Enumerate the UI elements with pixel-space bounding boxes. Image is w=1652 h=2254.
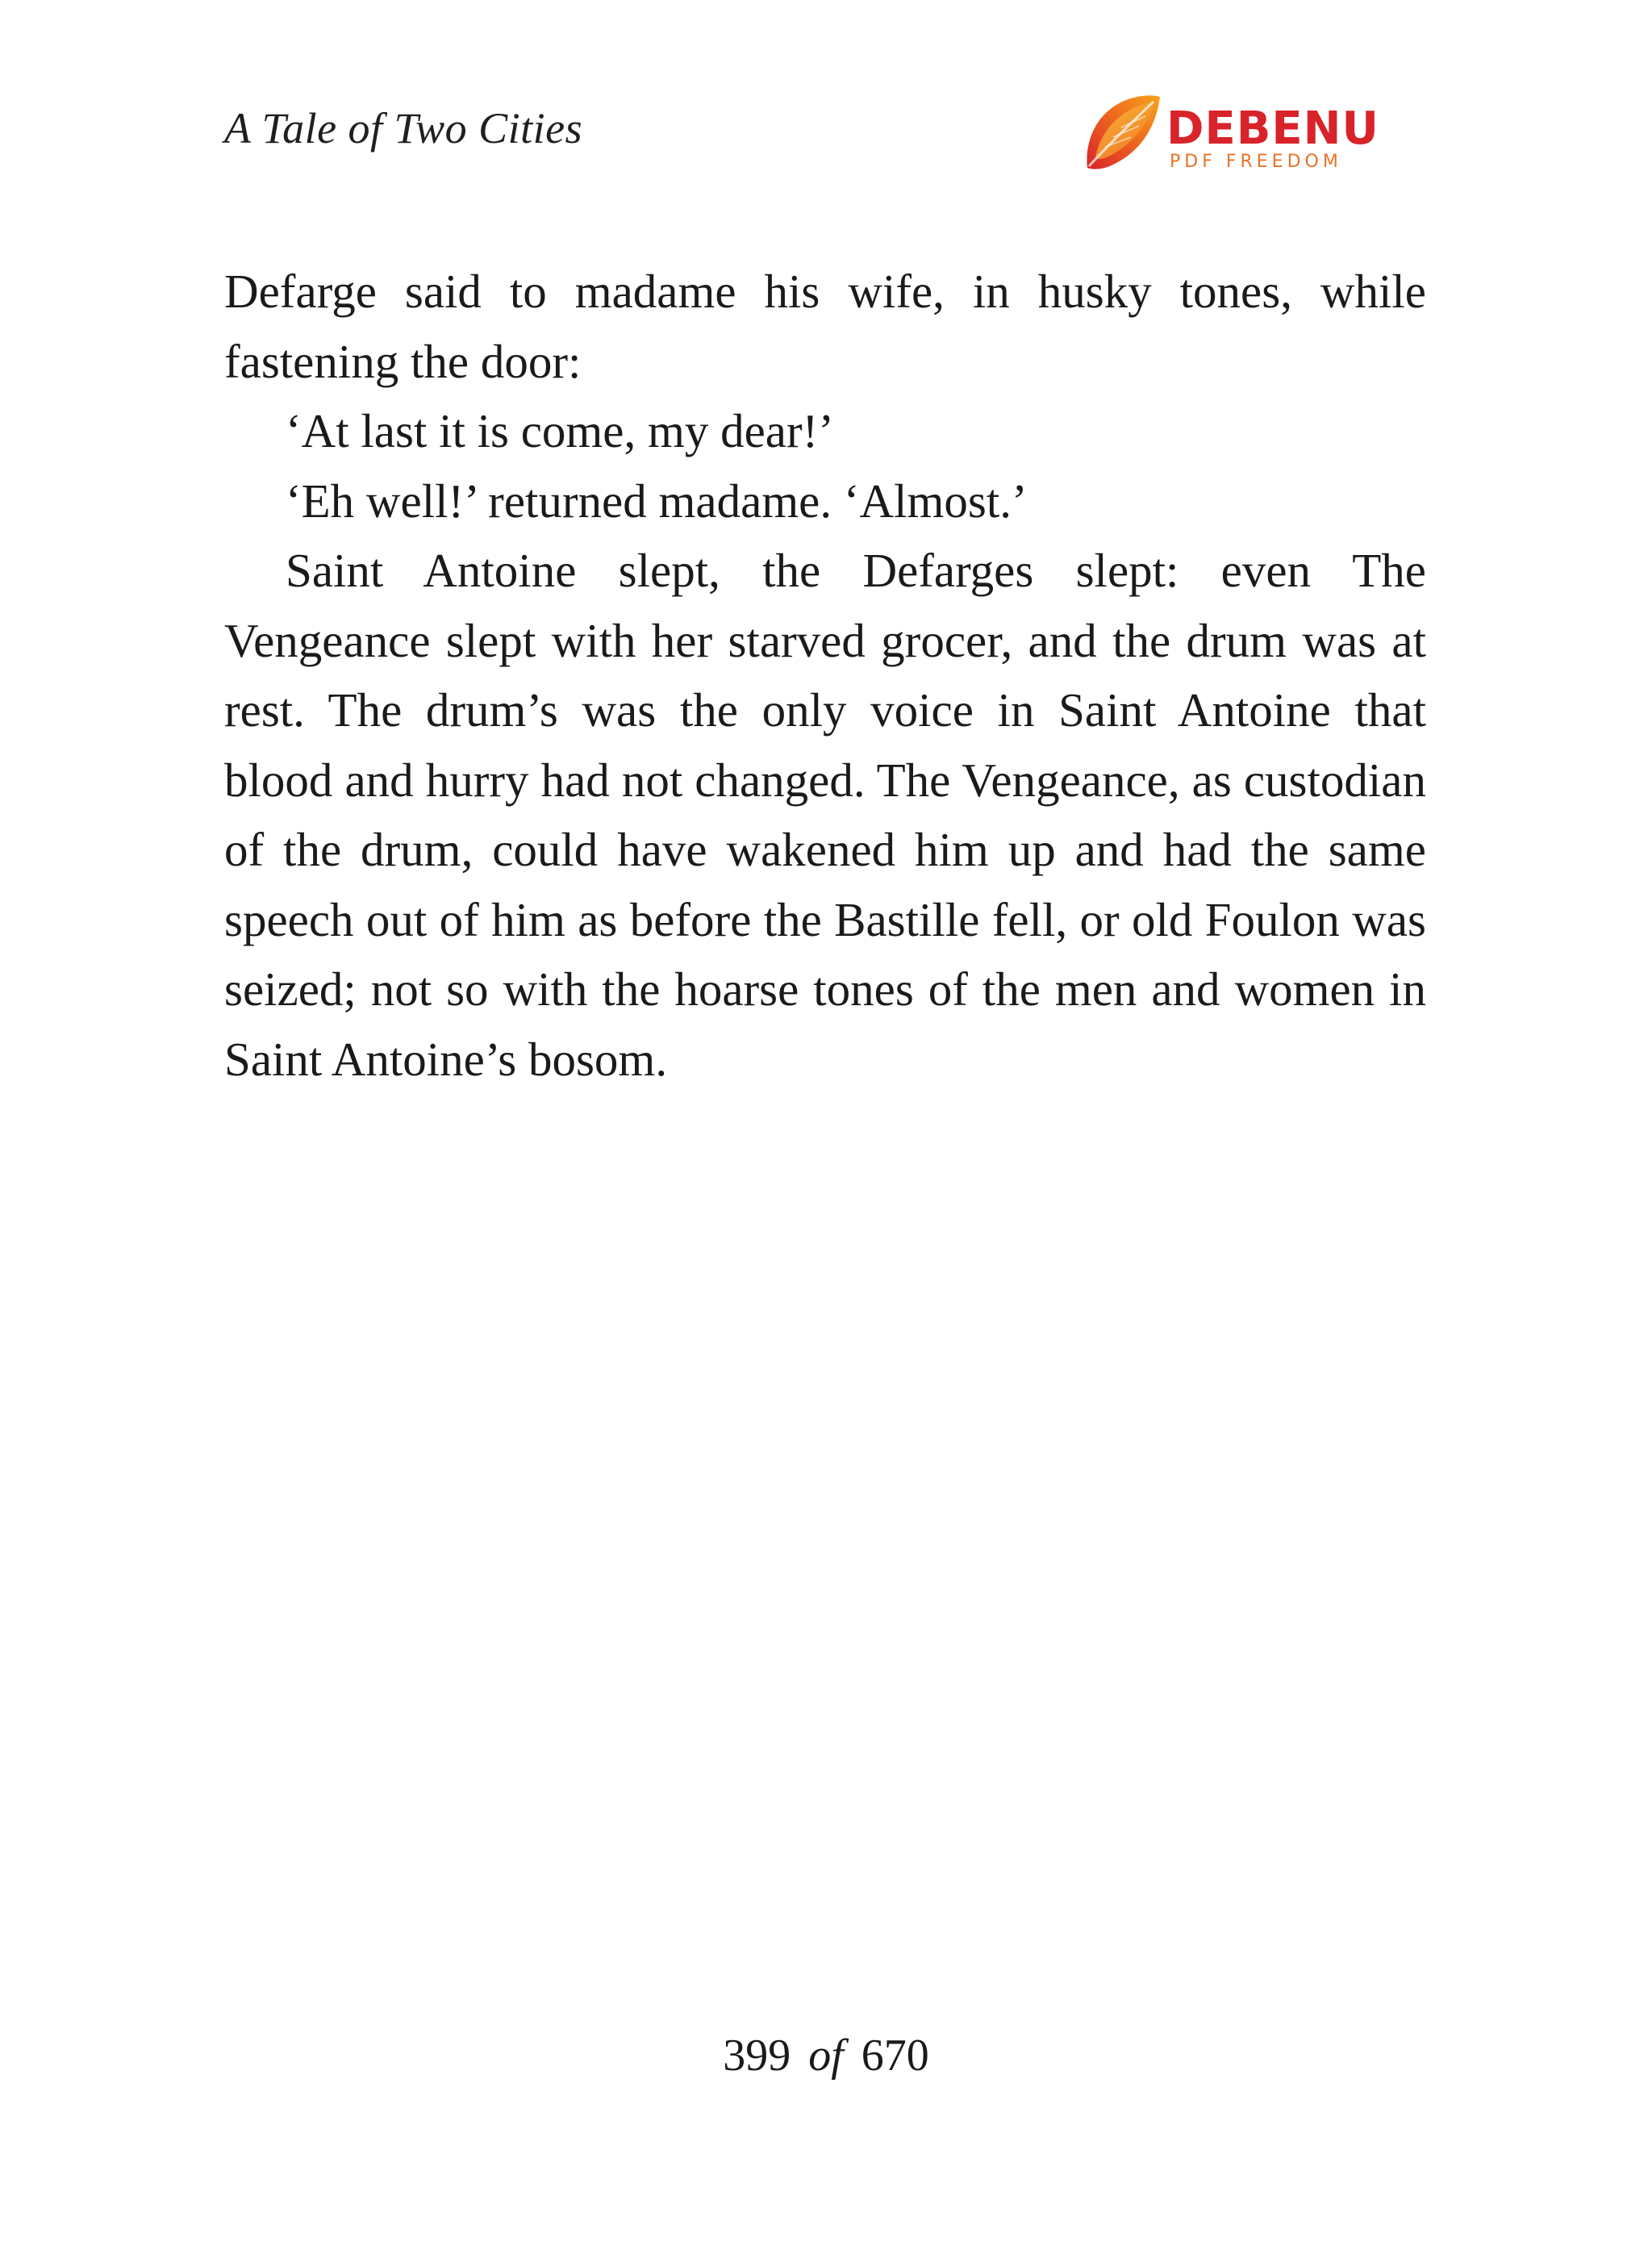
running-title: A Tale of Two Cities bbox=[224, 104, 583, 152]
paragraph: Saint Antoine slept, the Defarges slept: even The Vengeance slept with her starved grocer, and the drum was at rest. The drum’s was the only voice in Saint Antoine that blood and hurry had not changed. The Vengeance, as custodian of the drum, could have wakened him up and had the same speech out of him as before the Bastille fell, or old Foulon was seized; not so with the hoarse tones of the men and women in Saint Antoine’s bosom. bbox=[224, 544, 1426, 1086]
paragraph: ‘Eh well!’ returned madame. ‘Almost.’ bbox=[286, 474, 1028, 528]
logo-wordmark: DEBENU bbox=[1166, 102, 1380, 155]
paragraph: Defarge said to madame his wife, in husky tones, while fastening the door: bbox=[224, 265, 1426, 388]
page-current: 399 bbox=[723, 2031, 791, 2081]
debenu-logo bbox=[1081, 90, 1380, 174]
paragraph: ‘At last it is come, my dear!’ bbox=[286, 404, 834, 457]
page-number bbox=[0, 2030, 1652, 2081]
page-of: of bbox=[808, 2031, 844, 2081]
debenu-leaf-logo-icon bbox=[1081, 90, 1162, 174]
logo-tagline: PDF FREEDOM bbox=[1170, 152, 1342, 172]
body-text bbox=[224, 257, 1426, 1094]
page-total: 670 bbox=[861, 2031, 929, 2081]
